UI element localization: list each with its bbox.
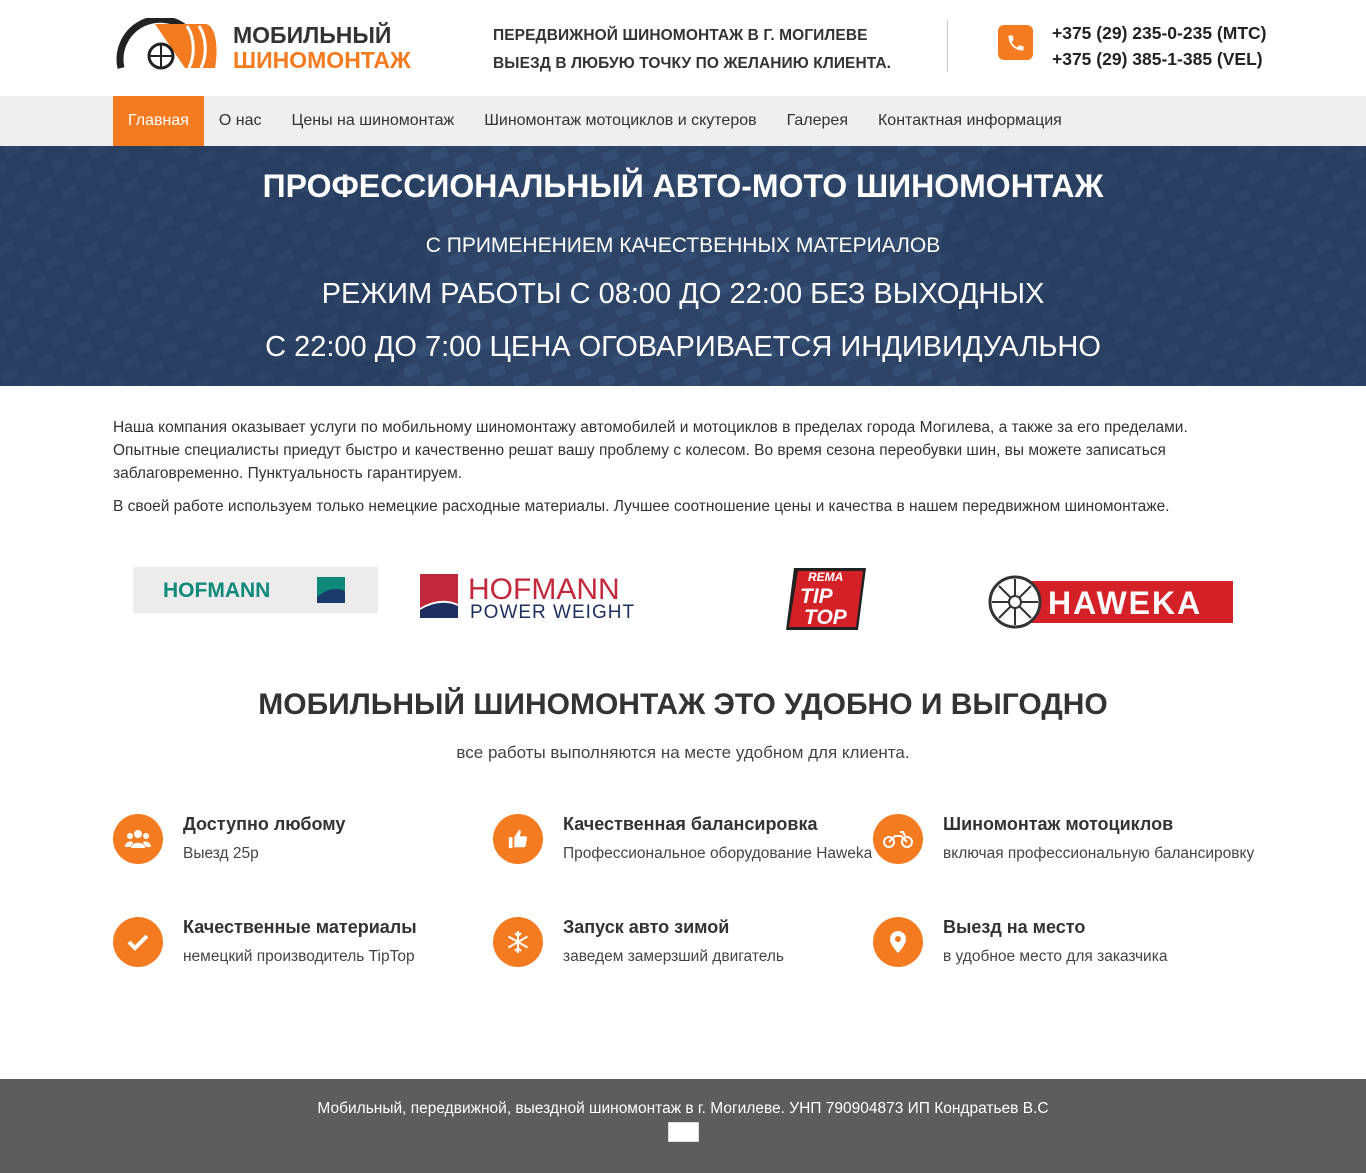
feature-desc: Профессиональное оборудование Haweka bbox=[563, 845, 873, 862]
feature-title: Доступно любому bbox=[183, 814, 346, 834]
counter-image-placeholder[interactable] bbox=[668, 1122, 699, 1142]
feature-balancing bbox=[493, 814, 873, 874]
tagline-line-2: ВЫЕЗД В ЛЮБУЮ ТОЧКУ ПО ЖЕЛАНИЮ КЛИЕНТА. bbox=[493, 55, 892, 72]
header-phones bbox=[1052, 20, 1266, 72]
brand-logo-rema-tip-top bbox=[784, 566, 868, 637]
feature-desc: в удобное место для заказчика bbox=[943, 948, 1168, 965]
svg-text:TIP: TIP bbox=[800, 585, 833, 608]
tagline-line-1: ПЕРЕДВИЖНОЙ ШИНОМОНТАЖ В Г. МОГИЛЕВЕ bbox=[493, 27, 868, 44]
intro-paragraph-2: В своей работе используем только немецкие расходные материалы. Лучшее соотношение цены и качества в нашем передвижном шиномонтаже. bbox=[113, 498, 1170, 515]
svg-text:REMA: REMA bbox=[808, 570, 844, 584]
hero-subtitle: С ПРИМЕНЕНИЕМ КАЧЕСТВЕННЫХ МАТЕРИАЛОВ bbox=[425, 234, 941, 257]
brand-logo-hofmann bbox=[133, 567, 378, 618]
phone-mts[interactable]: +375 (29) 235-0-235 (МТС) bbox=[1052, 23, 1267, 43]
feature-on-site bbox=[873, 917, 1253, 977]
nav-item-home[interactable]: Главная bbox=[113, 96, 204, 146]
site-footer bbox=[0, 1079, 1366, 1173]
logo-text-top: МОБИЛЬНЫЙ bbox=[233, 22, 392, 48]
hero-hours: РЕЖИМ РАБОТЫ С 08:00 ДО 22:00 БЕЗ ВЫХОДНЫХ bbox=[321, 278, 1045, 310]
users-icon bbox=[113, 814, 163, 864]
feature-title: Запуск авто зимой bbox=[563, 917, 730, 937]
footer-text: Мобильный, передвижной, выездной шиномонтаж в г. Могилеве. УНП 790904873 ИП Кондратьев В.С bbox=[317, 1100, 1049, 1117]
hero-banner bbox=[0, 146, 1366, 386]
feature-desc: заведем замерзший двигатель bbox=[563, 948, 784, 965]
hero-night-price: С 22:00 ДО 7:00 ЦЕНА ОГОВАРИВАЕТСЯ ИНДИВИДУАЛЬНО bbox=[265, 331, 1101, 363]
feature-title: Качественная балансировка bbox=[563, 814, 818, 834]
check-icon bbox=[113, 917, 163, 967]
site-logo[interactable] bbox=[115, 18, 415, 74]
logo-text-bottom: ШИНОМОНТАЖ bbox=[233, 47, 411, 73]
svg-text:POWER WEIGHT: POWER WEIGHT bbox=[470, 602, 636, 620]
phone-icon bbox=[998, 25, 1033, 60]
intro-text bbox=[113, 416, 1253, 528]
nav-item-contacts[interactable]: Контактная информация bbox=[877, 112, 1062, 129]
feature-title: Качественные материалы bbox=[183, 917, 417, 937]
feature-desc: включая профессиональную балансировку bbox=[943, 845, 1255, 862]
feature-desc: немецкий производитель TipTop bbox=[183, 948, 415, 965]
nav-item-moto[interactable]: Шиномонтаж мотоциклов и скутеров bbox=[484, 112, 757, 129]
feature-moto bbox=[873, 814, 1253, 874]
svg-text:TOP: TOP bbox=[804, 606, 847, 629]
brand-logo-hofmann-power-weight bbox=[418, 572, 663, 625]
nav-item-prices[interactable]: Цены на шиномонтаж bbox=[291, 112, 455, 129]
feature-affordable bbox=[113, 814, 493, 874]
snowflake-icon bbox=[493, 917, 543, 967]
header-tagline bbox=[493, 22, 891, 78]
section-subtitle: все работы выполняются на месте удобном для клиента. bbox=[456, 743, 910, 762]
section-title: МОБИЛЬНЫЙ ШИНОМОНТАЖ ЭТО УДОБНО И ВЫГОДНО bbox=[258, 688, 1108, 721]
feature-winter-start bbox=[493, 917, 873, 977]
nav-item-gallery[interactable]: Галерея bbox=[786, 112, 848, 129]
motorcycle-icon bbox=[873, 814, 923, 864]
hero-title: ПРОФЕССИОНАЛЬНЫЙ АВТО-МОТО ШИНОМОНТАЖ bbox=[262, 168, 1104, 204]
header-divider bbox=[947, 20, 948, 72]
phone-vel[interactable]: +375 (29) 385-1-385 (VEL) bbox=[1052, 49, 1263, 69]
intro-paragraph-1: Наша компания оказывает услуги по мобильному шиномонтажу автомобилей и мотоциклов в пределах города Могилева, а также за его пределами. Опытные специалисты приедут быстро и качественно решат вашу проблему с колесом. Во время сезона переобувки шин, вы можете записаться заблаговременно. Пунктуальность гарантируем. bbox=[113, 419, 1188, 482]
feature-materials bbox=[113, 917, 493, 977]
thumbs-up-icon bbox=[493, 814, 543, 864]
feature-title: Шиномонтаж мотоциклов bbox=[943, 814, 1174, 834]
feature-title: Выезд на место bbox=[943, 917, 1086, 937]
feature-desc: Выезд 25р bbox=[183, 845, 259, 862]
nav-item-about[interactable]: О нас bbox=[218, 112, 262, 129]
site-header bbox=[0, 0, 1366, 96]
svg-text:HAWEKA: HAWEKA bbox=[1048, 585, 1203, 621]
brand-logo-haweka bbox=[988, 575, 1234, 634]
map-marker-icon bbox=[873, 917, 923, 967]
svg-text:HOFMANN: HOFMANN bbox=[163, 579, 271, 602]
svg-text:HOFMANN: HOFMANN bbox=[468, 573, 620, 606]
main-nav bbox=[0, 96, 1366, 146]
